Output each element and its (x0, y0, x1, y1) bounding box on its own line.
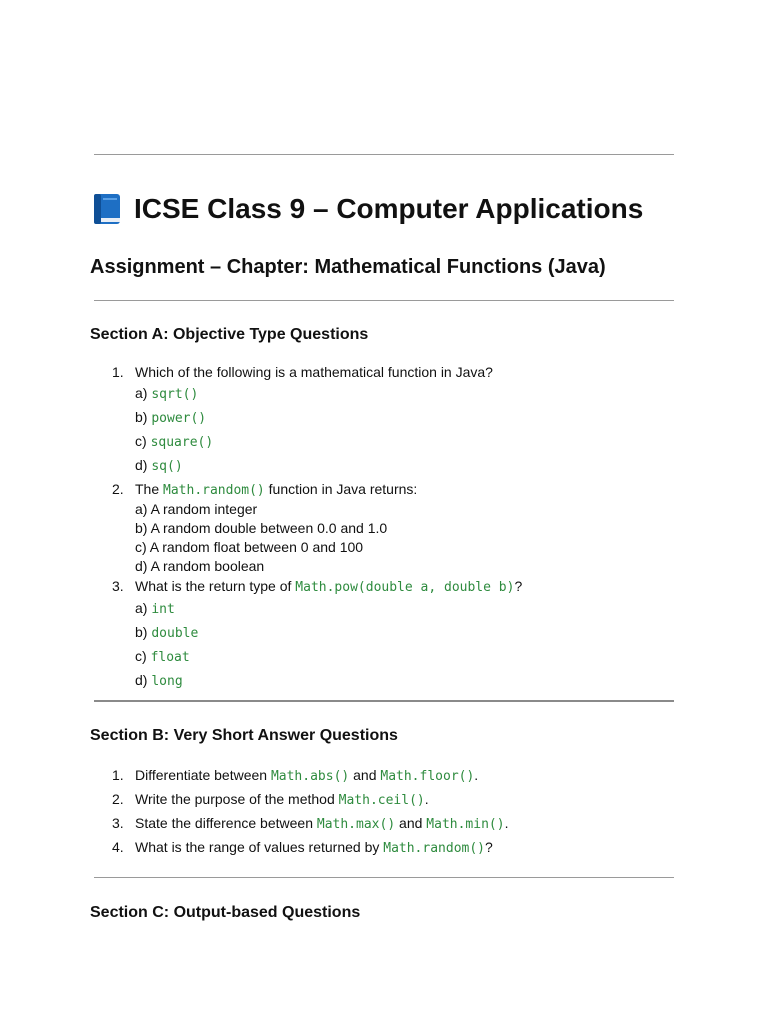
option (135, 406, 522, 430)
option-label: c) (135, 433, 151, 449)
assignment-subtitle: Assignment – Chapter: Mathematical Functions (Java) (90, 256, 606, 278)
option-code: sqrt() (151, 387, 199, 402)
option-code: sq() (151, 459, 183, 474)
question-number: 3. (112, 815, 124, 831)
question-item (90, 480, 522, 576)
blue-book-icon (90, 192, 124, 226)
question-text: Which of the following is a mathematical function in Java? (135, 364, 493, 380)
question-text: ? (514, 578, 523, 594)
option: a) A random integer (135, 501, 258, 517)
question-text: Differentiate between (135, 767, 271, 783)
option-code: int (151, 602, 175, 617)
option-code: float (150, 650, 190, 665)
question-item (90, 577, 522, 693)
question-number: 1. (112, 767, 124, 783)
question-item (90, 836, 508, 860)
question-text: Write the purpose of the method (135, 791, 339, 807)
horizontal-rule (94, 300, 674, 301)
question-number: 4. (112, 839, 124, 855)
horizontal-rule (94, 877, 674, 878)
question-item (90, 812, 508, 836)
option-code: power() (151, 411, 207, 426)
option (135, 430, 522, 454)
question-number: 2. (112, 791, 124, 807)
question-text: State the difference between (135, 815, 317, 831)
inline-code: Math.ceil() (338, 793, 425, 808)
title-text: ICSE Class 9 – Computer Applications (134, 193, 644, 224)
option-label: d) (135, 457, 152, 473)
horizontal-rule (94, 154, 674, 155)
inline-code: Math.min() (426, 817, 505, 832)
option (135, 382, 522, 406)
option: c) A random float between 0 and 100 (135, 539, 364, 555)
section-b-question-list (90, 764, 508, 860)
option (135, 621, 522, 645)
horizontal-rule (94, 700, 674, 702)
question-text: . (504, 815, 509, 831)
question-text: . (424, 791, 429, 807)
section-a-heading: Section A: Objective Type Questions (90, 326, 369, 343)
question-item (90, 788, 508, 812)
inline-code: Math.pow(double a, double b) (295, 580, 515, 595)
question-text: function in Java returns: (264, 481, 418, 497)
question-text: What is the return type of (135, 578, 296, 594)
option (135, 669, 522, 693)
inline-code: Math.random() (163, 483, 265, 498)
question-text: ? (485, 839, 493, 855)
section-b-heading: Section B: Very Short Answer Questions (90, 727, 398, 744)
question-text: and (395, 815, 427, 831)
option-label: a) (135, 385, 152, 401)
page-title (90, 192, 643, 226)
option (135, 597, 522, 621)
option: b) A random double between 0.0 and 1.0 (135, 520, 388, 536)
option-label: b) (135, 624, 152, 640)
option-code: double (151, 626, 199, 641)
question-text: The (135, 481, 164, 497)
question-number: 1. (112, 364, 124, 380)
option-label: a) (135, 600, 152, 616)
question-text: and (349, 767, 381, 783)
option (135, 645, 522, 669)
inline-code: Math.random() (383, 841, 485, 856)
question-number: 2. (112, 481, 124, 497)
question-item (90, 764, 508, 788)
option-code: square() (150, 435, 214, 450)
option-label: d) (135, 672, 152, 688)
question-number: 3. (112, 578, 124, 594)
inline-code: Math.abs() (270, 769, 350, 784)
question-text: . (474, 767, 479, 783)
option-code: long (151, 674, 183, 689)
option-label: b) (135, 409, 152, 425)
question-text: What is the range of values returned by (135, 839, 384, 855)
inline-code: Math.max() (316, 817, 396, 832)
section-c-heading: Section C: Output-based Questions (90, 904, 361, 921)
question-item (90, 363, 522, 478)
option: d) A random boolean (135, 558, 265, 574)
option-label: c) (135, 648, 151, 664)
inline-code: Math.floor() (380, 769, 475, 784)
section-a-question-list (90, 363, 522, 693)
option (135, 454, 522, 478)
